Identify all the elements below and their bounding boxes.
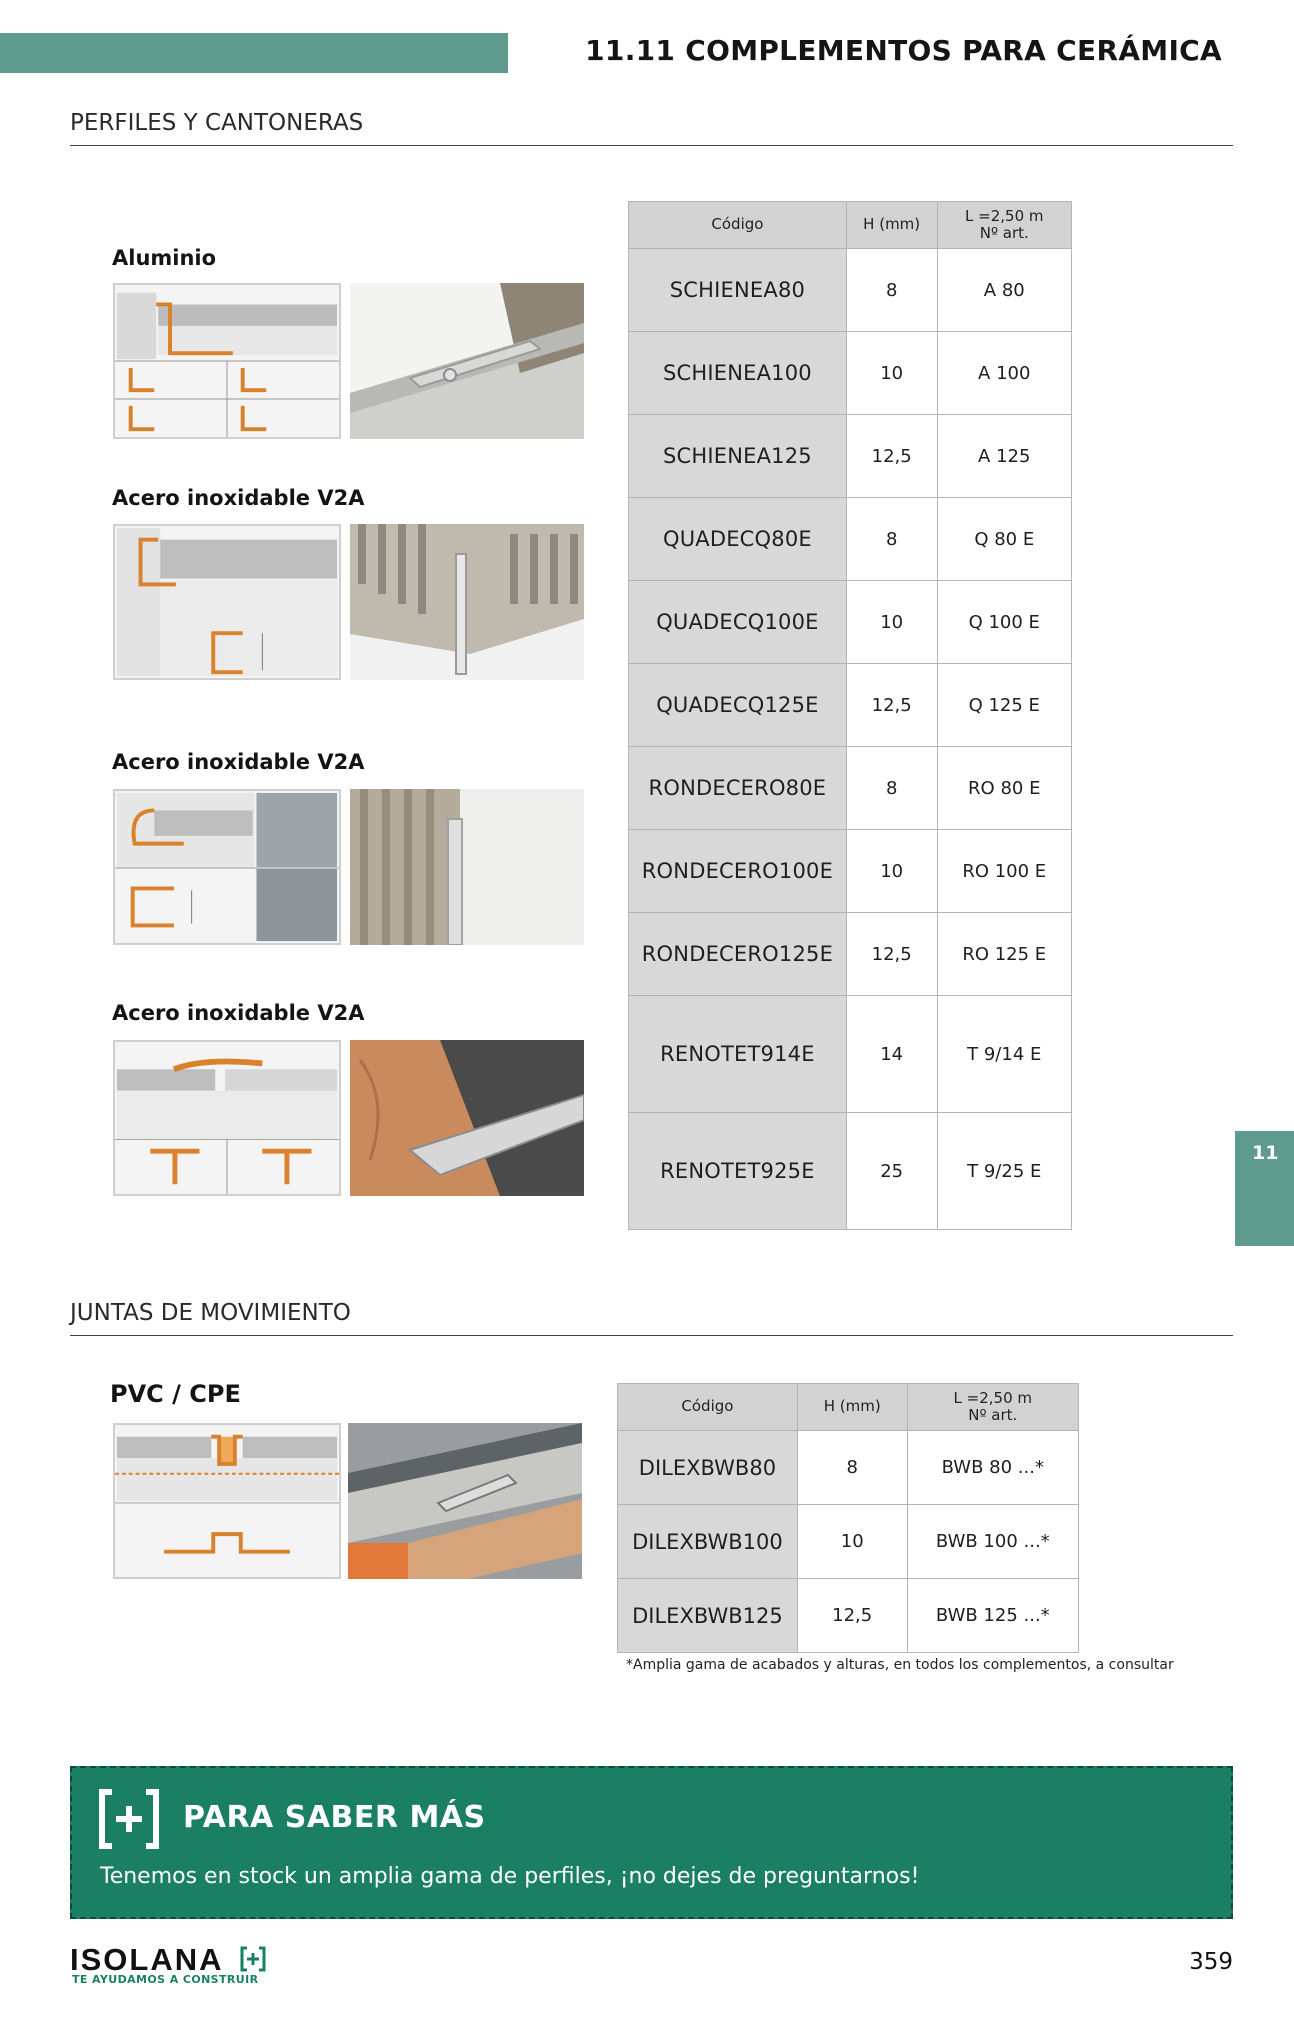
column-header-length: L =2,50 m [953, 1388, 1033, 1407]
diagram-acero-2 [113, 789, 341, 945]
plus-bracket-icon [98, 1788, 160, 1850]
cell-h: 8 [797, 1431, 907, 1505]
cell-art: A 100 [937, 332, 1071, 415]
product-label-acero-1: Acero inoxidable V2A [112, 486, 365, 510]
cell-art: RO 80 E [937, 747, 1071, 830]
product-label-acero-2: Acero inoxidable V2A [112, 750, 365, 774]
cell-code: SCHIENEA100 [629, 332, 847, 415]
column-header-length: L =2,50 m [965, 206, 1044, 225]
info-text: Tenemos en stock un amplia gama de perfiles, ¡no dejes de preguntarnos! [100, 1864, 920, 1889]
table-header-row [629, 202, 1072, 249]
column-header-art [937, 202, 1071, 249]
cell-h: 12,5 [797, 1579, 907, 1653]
logo-tagline: TE AYUDAMOS A CONSTRUIR [72, 1973, 259, 1986]
table-row [618, 1505, 1079, 1579]
diagram-pvc [113, 1423, 341, 1579]
cell-h: 12,5 [846, 664, 937, 747]
brand-logo [70, 1942, 270, 1984]
cell-code: SCHIENEA125 [629, 415, 847, 498]
table-row [629, 830, 1072, 913]
photo-acero-2 [350, 789, 584, 945]
logo-wordmark: ISOLANA [70, 1942, 224, 1977]
page-title: 11.11 COMPLEMENTOS PARA CERÁMICA [585, 34, 1222, 67]
section-title-perfiles: PERFILES Y CANTONERAS [70, 110, 364, 136]
cell-art: BWB 80 ...* [907, 1431, 1078, 1505]
table-row [629, 747, 1072, 830]
cell-art: Q 100 E [937, 581, 1071, 664]
table-juntas [617, 1383, 1079, 1653]
diagram-acero-3 [113, 1040, 341, 1196]
table-row [629, 249, 1072, 332]
page-number: 359 [1189, 1949, 1233, 1975]
cell-code: QUADECQ125E [629, 664, 847, 747]
cell-h: 10 [846, 830, 937, 913]
column-header-art-no: Nº art. [979, 224, 1029, 242]
cell-code: RENOTET925E [629, 1113, 847, 1230]
cell-h: 14 [846, 996, 937, 1113]
table-perfiles [628, 201, 1072, 1230]
table-header-row [618, 1384, 1079, 1431]
column-header-code: Código [618, 1384, 798, 1431]
footnote: *Amplia gama de acabados y alturas, en todos los complementos, a consultar [626, 1657, 1174, 1673]
cell-code: DILEXBWB125 [618, 1579, 798, 1653]
cell-art: T 9/14 E [937, 996, 1071, 1113]
table-row [629, 996, 1072, 1113]
cell-code: DILEXBWB80 [618, 1431, 798, 1505]
column-header-h: H (mm) [846, 202, 937, 249]
cell-art: Q 80 E [937, 498, 1071, 581]
cell-art: Q 125 E [937, 664, 1071, 747]
table-row [618, 1431, 1079, 1505]
cell-art: T 9/25 E [937, 1113, 1071, 1230]
cell-art: A 125 [937, 415, 1071, 498]
photo-acero-3 [350, 1040, 584, 1196]
cell-h: 8 [846, 498, 937, 581]
table-row [629, 498, 1072, 581]
cell-code: RONDECERO100E [629, 830, 847, 913]
cell-code: QUADECQ80E [629, 498, 847, 581]
cell-h: 8 [846, 249, 937, 332]
column-header-art [907, 1384, 1078, 1431]
cell-code: RONDECERO125E [629, 913, 847, 996]
table-row [629, 1113, 1072, 1230]
photo-aluminio [350, 283, 584, 439]
cell-h: 8 [846, 747, 937, 830]
section-divider [70, 145, 1233, 146]
cell-h: 10 [846, 332, 937, 415]
cell-art: BWB 100 ...* [907, 1505, 1078, 1579]
section-title-juntas: JUNTAS DE MOVIMIENTO [70, 1300, 351, 1326]
table-row [629, 581, 1072, 664]
cell-h: 12,5 [846, 415, 937, 498]
photo-acero-1 [350, 524, 584, 680]
column-header-art-no: Nº art. [968, 1406, 1018, 1424]
photo-pvc [348, 1423, 582, 1579]
cell-art: RO 100 E [937, 830, 1071, 913]
table-row [629, 415, 1072, 498]
cell-art: BWB 125 ...* [907, 1579, 1078, 1653]
cell-art: A 80 [937, 249, 1071, 332]
section-divider [70, 1335, 1233, 1336]
table-row [618, 1579, 1079, 1653]
cell-h: 12,5 [846, 913, 937, 996]
cell-h: 10 [797, 1505, 907, 1579]
header-band [0, 33, 508, 73]
info-box [70, 1766, 1233, 1919]
product-label-pvc: PVC / CPE [110, 1380, 241, 1408]
cell-h: 25 [846, 1113, 937, 1230]
column-header-h: H (mm) [797, 1384, 907, 1431]
diagram-aluminio [113, 283, 341, 439]
table-row [629, 332, 1072, 415]
cell-code: RONDECERO80E [629, 747, 847, 830]
cell-code: SCHIENEA80 [629, 249, 847, 332]
logo-plus-icon [240, 1946, 266, 1972]
cell-code: QUADECQ100E [629, 581, 847, 664]
chapter-tab: 11 [1235, 1131, 1294, 1246]
product-label-aluminio: Aluminio [112, 246, 217, 270]
column-header-code: Código [629, 202, 847, 249]
cell-h: 10 [846, 581, 937, 664]
cell-code: DILEXBWB100 [618, 1505, 798, 1579]
diagram-acero-1 [113, 524, 341, 680]
cell-code: RENOTET914E [629, 996, 847, 1113]
cell-art: RO 125 E [937, 913, 1071, 996]
product-label-acero-3: Acero inoxidable V2A [112, 1001, 365, 1025]
table-row [629, 664, 1072, 747]
table-row [629, 913, 1072, 996]
info-title: PARA SABER MÁS [183, 1800, 486, 1835]
